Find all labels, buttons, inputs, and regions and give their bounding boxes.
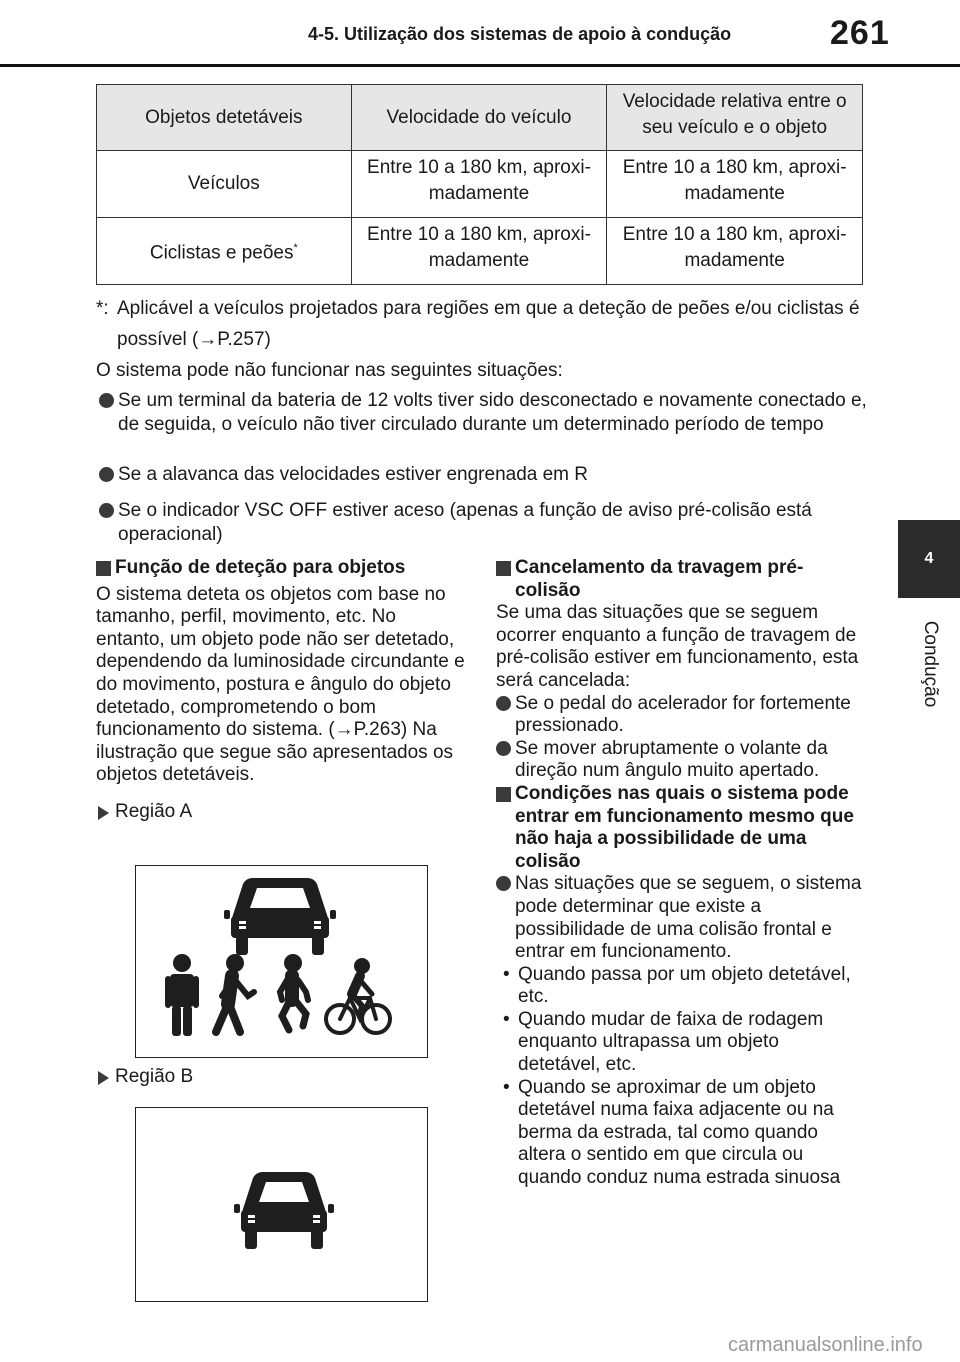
- list-item-text: Se mover abruptamente o volante da direção num ângulo muito apertado.: [515, 737, 828, 782]
- list-item: [496, 693, 866, 738]
- intro-paragraph: O sistema pode não funcionar nas seguintes situações:: [96, 360, 563, 381]
- page-number: 261: [830, 14, 890, 52]
- right-column: [496, 557, 866, 1190]
- table-cell-vehicle-speed: Entre 10 a 180 km, aproxi-madamente: [351, 218, 607, 285]
- bullet-icon: [99, 503, 114, 518]
- sub-list-item: [496, 1009, 866, 1077]
- list-item: [496, 873, 866, 963]
- region-b-illustration: [136, 1108, 427, 1301]
- pedestrian-standing-icon: [165, 954, 199, 1036]
- section-heading-text: Condições nas quais o sistema pode entrar em funcionamento mesmo que não haja a possibilidade de uma colisão: [515, 782, 854, 872]
- pedestrian-running-icon: [280, 954, 308, 1030]
- list-item-text: Se a alavanca das velocidades estiver engrenada em R: [118, 464, 589, 485]
- section-heading: [96, 557, 468, 580]
- region-a-text: Região A: [115, 800, 193, 822]
- table-cell-object: Veículos: [97, 151, 352, 218]
- header-rule: [0, 64, 960, 67]
- table-header-row: [97, 85, 863, 151]
- list-item-text: Se o indicador VSC OFF estiver aceso (apenas a função de aviso pré-colisão está operacional): [118, 500, 812, 545]
- list-item: [99, 463, 869, 487]
- object-label: Ciclistas e peões: [149, 242, 294, 264]
- arrow-right-icon: [98, 1071, 109, 1085]
- bullet-icon: [496, 696, 511, 711]
- table-cell-object: [97, 218, 352, 285]
- footnote-marker: *:: [96, 298, 109, 319]
- chapter-label: Condução: [920, 620, 941, 708]
- list-item: [99, 499, 869, 547]
- sub-list-item-text: Quando se aproximar de um objeto detetável numa faixa adjacente ou na berma da estrada, tal como quando altera o sentido em que circula ou quando conduz numa estrada sinuosa: [518, 1076, 841, 1189]
- body-paragraph: O sistema deteta os objetos com base no tamanho, perfil, movimento, etc. No entanto, um objeto pode não ser detetado, dependendo da luminosidade circundante e do movimento, postura e ângulo do objeto detetado, comprometendo o bom funcionamento do sistema. (→P.263) Na ilustração que segue são apresentados os objetos detetáveis.: [96, 583, 465, 786]
- sub-list-item: [496, 1077, 866, 1190]
- region-a-label: [96, 801, 468, 824]
- bullet-icon: [99, 467, 114, 482]
- list-item: [496, 738, 866, 783]
- list-item-text: Se um terminal da bateria de 12 volts tiver sido desconectado e novamente conectado e, de seguida, o veículo não tiver circulado durante um determinado período de tempo: [118, 390, 867, 435]
- detectable-objects-table: [96, 84, 863, 285]
- dot-bullet-icon: •: [503, 1076, 510, 1098]
- table-cell-relative-speed: Entre 10 a 180 km, aproxi-madamente: [607, 218, 863, 285]
- table-row: [97, 218, 863, 285]
- table-cell-vehicle-speed: Entre 10 a 180 km, aproxi-madamente: [351, 151, 607, 218]
- watermark: carmanualsonline.info: [728, 1334, 923, 1356]
- table-cell-relative-speed: Entre 10 a 180 km, aproxi-madamente: [607, 151, 863, 218]
- list-item-text: Nas situações que se seguem, o sistema pode determinar que existe a possibilidade de uma colisão frontal e entrar em funcionamento.: [515, 873, 862, 963]
- car-icon: [234, 1172, 334, 1249]
- arrow-right-icon: [98, 806, 109, 820]
- dot-bullet-icon: •: [503, 1008, 510, 1030]
- table-header-cell: Velocidade relativa entre o seu veículo e o objeto: [607, 85, 863, 151]
- region-b-item: [96, 1066, 468, 1089]
- table-header-cell: Velocidade do veículo: [351, 85, 607, 151]
- region-b-label: [96, 1066, 468, 1089]
- section-heading: [496, 783, 866, 873]
- chapter-tab[interactable]: 4: [898, 520, 960, 598]
- section-heading: [496, 557, 866, 602]
- footnote-mark: *: [293, 242, 298, 255]
- square-bullet-icon: [496, 561, 511, 576]
- pedestrian-walking-icon: [216, 954, 254, 1032]
- bullet-icon: [99, 393, 114, 408]
- bullet-icon: [496, 876, 511, 891]
- square-bullet-icon: [96, 561, 111, 576]
- footnote-text: Aplicável a veículos projetados para regiões em que a deteção de peões e/ou ciclistas é possível (→P.257): [117, 298, 860, 350]
- square-bullet-icon: [496, 787, 511, 802]
- bullet-icon: [496, 741, 511, 756]
- list-item: [99, 389, 869, 437]
- left-column: [96, 557, 468, 824]
- table-row: [97, 151, 863, 218]
- region-b-figure: [135, 1107, 428, 1302]
- cyclist-icon: [326, 958, 390, 1033]
- list-item-text: Se o pedal do acelerador for fortemente pressionado.: [515, 692, 851, 737]
- region-b-text: Região B: [115, 1066, 194, 1087]
- section-heading-text: Cancelamento da travagem pré-colisão: [515, 557, 804, 601]
- region-a-illustration: [136, 866, 427, 1057]
- car-icon: [224, 878, 336, 955]
- sub-list-item: [496, 964, 866, 1009]
- table-footnote: [96, 293, 876, 355]
- sub-list-item-text: Quando passa por um objeto detetável, etc.: [518, 963, 851, 1008]
- dot-bullet-icon: •: [503, 963, 510, 985]
- section-heading-text: Função de deteção para objetos: [115, 557, 406, 578]
- body-paragraph: Se uma das situações que se seguem ocorrer enquanto a função de travagem de pré-colisão estiver em funcionamento, esta será cancelada:: [496, 602, 859, 691]
- region-a-figure: [135, 865, 428, 1058]
- table-header-cell: Objetos detetáveis: [97, 85, 352, 151]
- sub-list-item-text: Quando mudar de faixa de rodagem enquanto ultrapassa um objeto detetável, etc.: [518, 1008, 824, 1076]
- section-title: 4-5. Utilização dos sistemas de apoio à condução: [308, 24, 732, 44]
